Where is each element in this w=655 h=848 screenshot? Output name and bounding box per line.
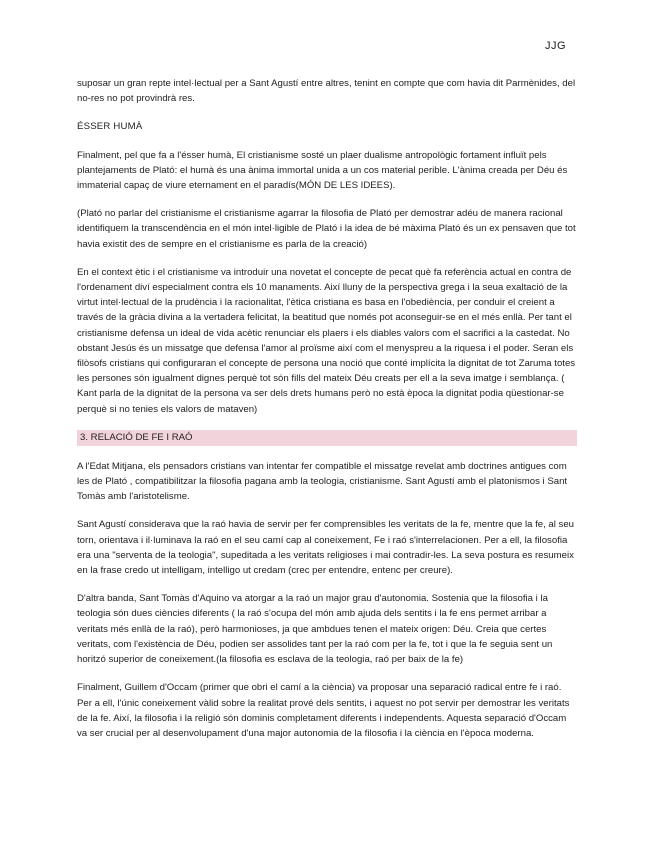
author-initials: JJG xyxy=(544,40,566,52)
esser-paragraph-2: (Plató no parlar del cristianisme el cristianisme agarrar la filosofia de Plató per demostrar adéu de manera racional identifiquem la transcendència en el món intel·ligible de Plató i la idea de bé màxima Plató és un ex pensaven que tot havia existit des de sempre en el cristianisme es parla de la creació) xyxy=(77,208,576,250)
relacio-paragraph-4: Finalment, Guillem d'Occam (primer que obri el camí a la ciència) va proposar una separació radical entre fe i raó. Per a ell, l'únic coneixement vàlid sobre la realitat prové dels sentits, i aquest no pot servir per demostrar les veritats de la fe. Així, la filosofia i la religió són dominis completament diferents i independents. Aquesta separació d'Occam va ser crucial per al desenvolupament d'una major autonomia de la filosofia i la ciència en l'època moderna. xyxy=(77,682,570,739)
section-heading-relacio-fe-rao: 3. RELACIÓ DE FE I RAÓ xyxy=(77,430,577,446)
esser-paragraph-3: En el context ètic i el cristianisme va introduir una novetat el concepte de pecat què fa referència actual en contra de l'ordenament diví especialment contra els 10 manaments. Així lluny de la perspectiva grega i la seua exaltació de la virtut intel·lectual de la prudència i la racionalitat, l'ètica cristiana es basa en l'obediència, per conduir el creient a través de la gràcia divina a la vertadera felicitat, la beatitud que només pot aconseguir-se en el més enllà. Per tant el cristianisme defensa un ideal de vida acètic renunciar els plaers i els diables valors com el sacrifici a la castedat. No obstant Jesús és un missatge que defensa l'amor al proïsme així com el menyspreu a la riquesa i el poder. Seran els filòsofs cristians qui configuraran el concepte de persona una noció que conté implícita la dignitat de tot Zaruma totes les persones són igualment dignes perquè tot són fills del mateix Déu creats per ell a la seva imatge i semblança. ( Kant parla de la dignitat de la persona va ser dels drets humans però no està època la dignitat podia qüestionar-se perquè si no tenies els valors de mataven) xyxy=(77,266,576,415)
relacio-paragraph-3: D'altra banda, Sant Tomàs d'Aquino va atorgar a la raó un major grau d'autonomia. Sostenia que la filosofia i la teologia són dues ciències diferents ( la raó s'ocupa del món amb ajuda dels sentits i la fe ens permet arribar a veritats més enllà de la raó), però harmonioses, ja que ambdues tenen el mateix origen: Déu. Creia que certes veritats, com l'existència de Déu, podien ser assolides tant per la raó com per la fe, tot i que la fe seguia sent un horitzó superior de coneixement.(la filosofia es esclava de la teologia, raó per baix de la fe) xyxy=(77,593,553,666)
document-body xyxy=(77,76,577,754)
intro-paragraph: suposar un gran repte intel·lectual per a Sant Agustí entre altres, tenint en compte que com havia dit Parmènides, del no-res no pot provindrà res. xyxy=(77,78,576,105)
esser-paragraph-1: Finalment, pel que fa a l'ésser humà, El cristianisme sosté un plaer dualisme antropològic fortament influït pels plantejaments de Plató: el humà és una ànima immortal unida a un cos material perible. L'ànima creada per Déu és immaterial capaç de viure eternament en el paradís(MÓN DE LES IDEES). xyxy=(77,149,568,192)
relacio-paragraph-1: A l'Edat Mitjana, els pensadors cristians van intentar fer compatible el missatge revelat amb doctrines antigues com les de Plató , compatibilitzar la filosofia pagana amb la teologia, cristianisme. Sant Agustí amb el platonismos i Sant Tomàs amb l'aristotelisme. xyxy=(77,460,568,503)
heading-esser-huma: ÉSSER HUMÀ xyxy=(77,121,143,133)
relacio-paragraph-2: Sant Agustí considerava que la raó havia de servir per fer comprensibles les veritats de la fe, mentre que la fe, al seu torn, orientava i il·luminava la raó en el seu camí cap al coneixement, Fe i raó s'interrelacionen. Per a ell, la filosofia era una "serventa de la teologia", supeditada a les veritats religioses i mai contradir-les. La seva postura es resumeix en la frase credo ut intelligam, intelligo ut credam (crec per entendre, entenc per creure). xyxy=(77,519,575,577)
